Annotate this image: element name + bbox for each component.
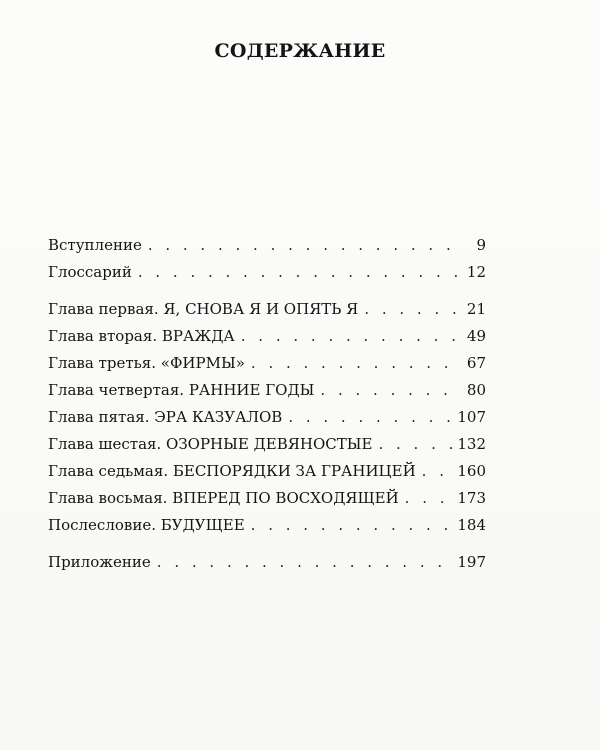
toc-page-number: 132 (457, 435, 486, 453)
toc-label: Глава третья. «ФИРМЫ» (48, 354, 245, 372)
toc-page-number: 67 (466, 354, 486, 372)
toc-row-glossary (48, 259, 486, 286)
toc-row-chapter-8 (48, 485, 486, 512)
dot-leader (148, 232, 458, 259)
toc-row-chapter-3 (48, 350, 486, 377)
page-title: СОДЕРЖАНИЕ (214, 40, 386, 62)
toc-row-afterword (48, 512, 486, 539)
toc-page-number: 184 (457, 516, 486, 534)
dot-leader (320, 377, 458, 404)
toc-label: Глава восьмая. ВПЕРЕД ПО ВОСХОДЯЩЕЙ (48, 489, 399, 507)
table-of-contents (48, 232, 486, 576)
dot-leader (422, 458, 454, 485)
dot-leader (364, 296, 458, 323)
toc-row-chapter-5 (48, 404, 486, 431)
toc-label: Глава вторая. ВРАЖДА (48, 327, 235, 345)
toc-label: Глава первая. Я, СНОВА Я И ОПЯТЬ Я (48, 300, 359, 318)
toc-label: Послесловие. БУДУЩЕЕ (48, 516, 245, 534)
toc-label: Приложение (48, 553, 151, 571)
toc-row-chapter-4 (48, 377, 486, 404)
toc-page-number: 173 (457, 489, 486, 507)
toc-label: Глава шестая. ОЗОРНЫЕ ДЕВЯНОСТЫЕ (48, 435, 373, 453)
toc-page-number: 107 (457, 408, 486, 426)
toc-page-number: 21 (466, 300, 486, 318)
toc-page-number: 197 (457, 553, 486, 571)
toc-page-number: 9 (476, 236, 486, 254)
dot-leader (138, 259, 458, 286)
toc-row-chapter-2 (48, 323, 486, 350)
toc-page-number: 80 (466, 381, 486, 399)
toc-row-introduction (48, 232, 486, 259)
toc-page-number: 160 (457, 462, 486, 480)
toc-label: Глава пятая. ЭРА КАЗУАЛОВ (48, 408, 283, 426)
toc-row-chapter-6 (48, 431, 486, 458)
dot-leader (378, 431, 453, 458)
toc-page-number: 49 (466, 327, 486, 345)
toc-label: Глава седьмая. БЕСПОРЯДКИ ЗА ГРАНИЦЕЙ (48, 462, 416, 480)
dot-leader (405, 485, 454, 512)
toc-page-number: 12 (466, 263, 486, 281)
toc-row-appendix (48, 549, 486, 576)
dot-leader (241, 323, 458, 350)
toc-label: Вступление (48, 236, 142, 254)
toc-row-chapter-1 (48, 296, 486, 323)
toc-row-chapter-7 (48, 458, 486, 485)
dot-leader (251, 350, 458, 377)
dot-leader (157, 549, 454, 576)
toc-label: Глава четвертая. РАННИЕ ГОДЫ (48, 381, 315, 399)
toc-label: Глоссарий (48, 263, 132, 281)
dot-leader (251, 512, 454, 539)
dot-leader (288, 404, 453, 431)
